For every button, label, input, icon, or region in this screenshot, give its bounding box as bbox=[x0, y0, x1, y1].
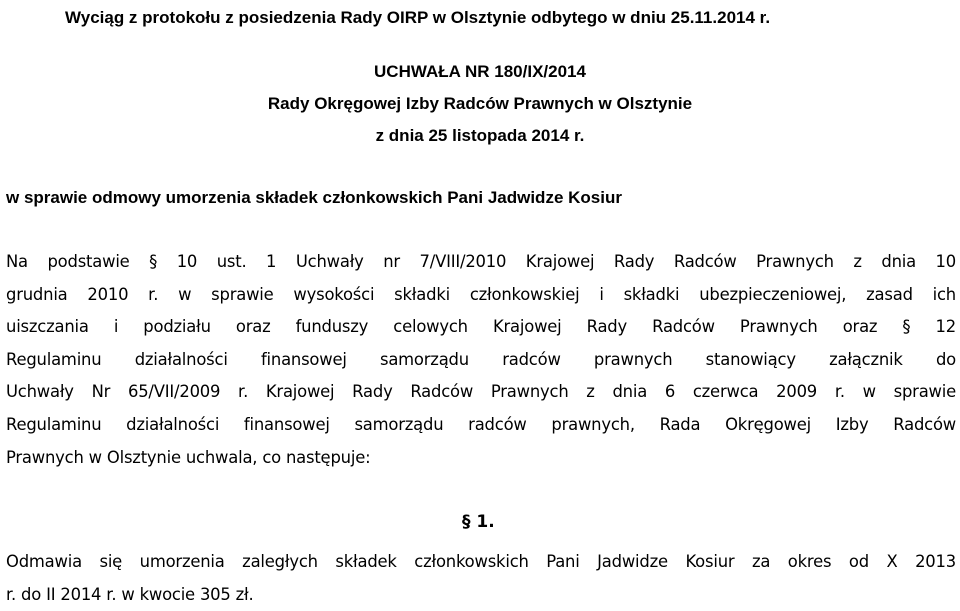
excerpt-title: Wyciąg z protokołu z posiedzenia Rady OIRP w Olsztynie odbytego w dniu 25.11.2014 r. bbox=[65, 8, 771, 27]
legal-basis-line: grudnia 2010 r. w sprawie wysokości składki członkowskiej i składki ubezpieczeniowej, zasad ich bbox=[6, 284, 956, 304]
legal-basis-line: Prawnych w Olsztynie uchwala, co następuje: bbox=[6, 447, 371, 467]
legal-basis-paragraph bbox=[6, 246, 956, 474]
legal-basis-line: Na podstawie § 10 ust. 1 Uchwały nr 7/VIII/2010 Krajowej Rady Radców Prawnych z dnia 10 bbox=[6, 252, 956, 271]
paragraph-sign: § 1. bbox=[462, 512, 495, 532]
decision-paragraph bbox=[6, 546, 956, 611]
resolution-number: UCHWAŁA NR 180/IX/2014 bbox=[374, 62, 586, 81]
resolution-date: z dnia 25 listopada 2014 r. bbox=[375, 126, 585, 145]
decision-line: Odmawia się umorzenia zaległych składek członkowskich Pani Jadwidze Kosiur za okres od X 2013 bbox=[6, 552, 956, 571]
legal-basis-line: Regulaminu działalności finansowej samorządu radców prawnych, Rada Okręgowej Izby Radców bbox=[6, 414, 956, 434]
legal-basis-line: Regulaminu działalności finansowej samorządu radców prawnych stanowiący załącznik do bbox=[6, 349, 956, 369]
resolution-issuer: Rady Okręgowej Izby Radców Prawnych w Olsztynie bbox=[267, 94, 693, 113]
legal-basis-line: uiszczania i podziału oraz funduszy celowych Krajowej Rady Radców Prawnych oraz § 12 bbox=[6, 317, 956, 337]
resolution-subject: w sprawie odmowy umorzenia składek członkowskich Pani Jadwidze Kosiur bbox=[6, 188, 622, 207]
legal-basis-line: Uchwały Nr 65/VII/2009 r. Krajowej Rady Radców Prawnych z dnia 6 czerwca 2009 r. w sprawie bbox=[6, 382, 956, 402]
decision-line: r. do II 2014 r. w kwocie 305 zł. bbox=[6, 584, 254, 604]
